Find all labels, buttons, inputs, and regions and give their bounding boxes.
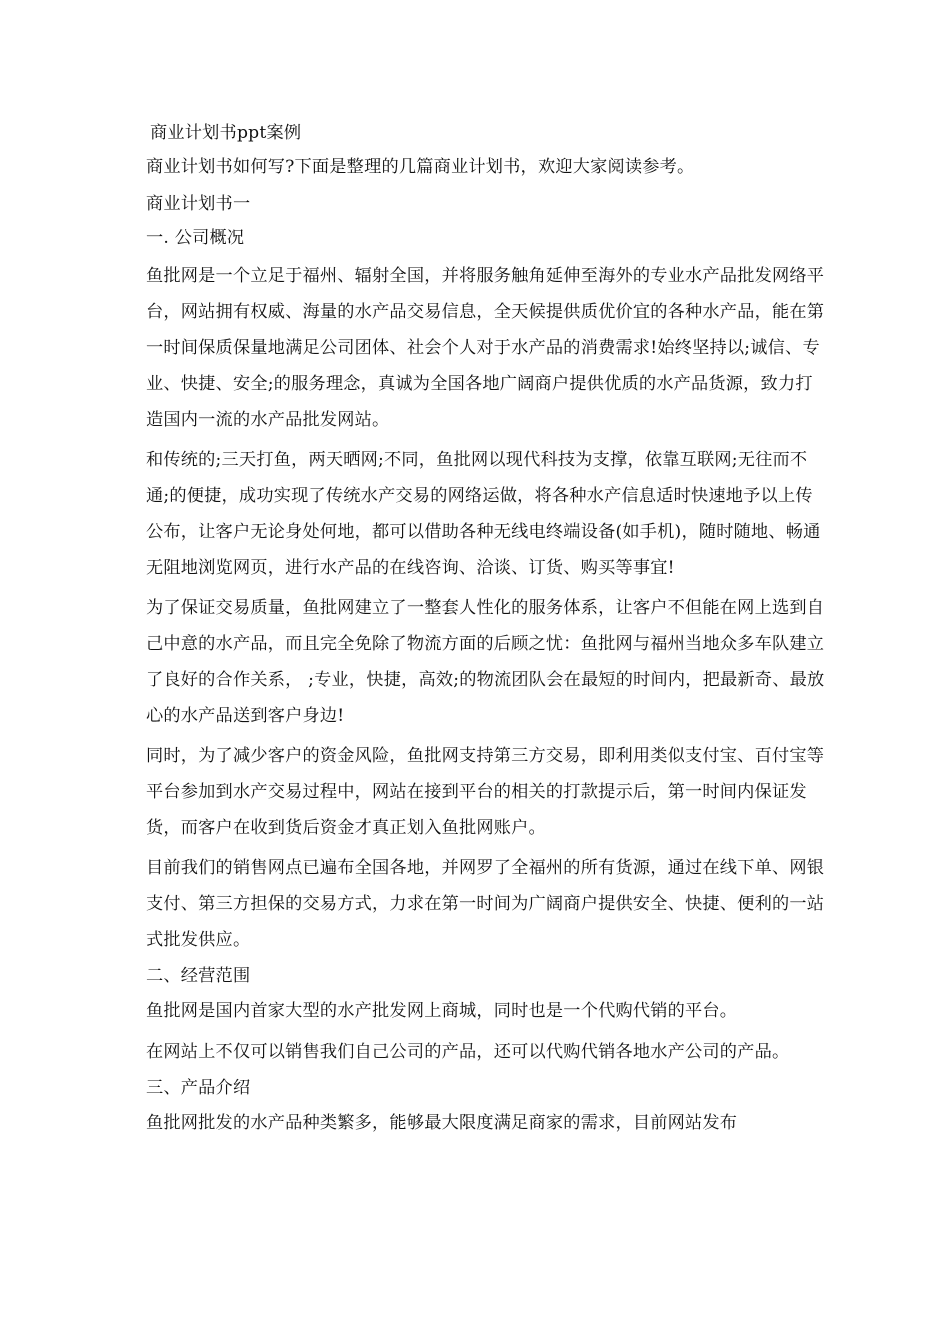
document-title: 商业计划书ppt案例 — [150, 123, 302, 143]
document-body — [146, 118, 826, 1146]
paragraph-6: 鱼批网是国内首家大型的水产批发网上商城，同时也是一个代购代销的平台。 — [146, 1001, 738, 1021]
paragraph-1: 鱼批网是一个立足于福州、辐射全国，并将服务触角延伸至海外的专业水产品批发网络平台，网站拥有权威、海量的水产品交易信息，全天候提供质优价宜的各种水产品，能在第一时间保质保量地满足公司团体、社会个人对于水产品的消费需求!始终坚持以;诚信、专业、快捷、安全;的服务理念，真诚为全国各地广阔商户提供优质的水产品货源，致力打造国内一流的水产品批发网站。 — [146, 266, 825, 430]
paragraph-7: 在网站上不仅可以销售我们自己公司的产品，还可以代购代销各地水产公司的产品。 — [146, 1042, 790, 1062]
paragraph-8: 鱼批网批发的水产品种类繁多，能够最大限度满足商家的需求，目前网站发布 — [146, 1113, 738, 1133]
paragraph-5: 目前我们的销售网点已遍布全国各地，并网罗了全福州的所有货源，通过在线下单、网银支付、第三方担保的交易方式，力求在第一时间为广阔商户提供安全、快捷、便利的一站式批发供应。 — [146, 858, 825, 950]
heading-product-intro: 三、产品介绍 — [146, 1078, 251, 1098]
intro-paragraph: 商业计划书如何写?下面是整理的几篇商业计划书，欢迎大家阅读参考。 — [146, 157, 695, 177]
paragraph-4: 同时，为了减少客户的资金风险，鱼批网支持第三方交易，即利用类似支付宝、百付宝等平台参加到水产交易过程中，网站在接到平台的相关的打款提示后，第一时间内保证发货，而客户在收到货后资金才真正划入鱼批网账户。 — [146, 746, 825, 838]
paragraph-2: 和传统的;三天打鱼，两天晒网;不同，鱼批网以现代科技为支撑，依靠互联网;无往而不通;的便捷，成功实现了传统水产交易的网络运做，将各种水产信息适时快速地予以上传公布，让客户无论身处何地，都可以借助各种无线电终端设备(如手机)，随时随地、畅通无阻地浏览网页，进行水产品的在线咨询、洽谈、订货、购买等事宜! — [146, 450, 821, 578]
paragraph-3: 为了保证交易质量，鱼批网建立了一整套人性化的服务体系，让客户不但能在网上选到自己中意的水产品，而且完全免除了物流方面的后顾之忧：鱼批网与福州当地众多车队建立了良好的合作关系， ;专业，快捷，高效;的物流团队会在最短的时间内，把最新奇、最放心的水产品送到客户身边! — [146, 598, 825, 726]
heading-business-scope: 二、经营范围 — [146, 966, 251, 986]
heading-company-overview: 一. 公司概况 — [146, 228, 245, 248]
section-title: 商业计划书一 — [146, 194, 251, 214]
